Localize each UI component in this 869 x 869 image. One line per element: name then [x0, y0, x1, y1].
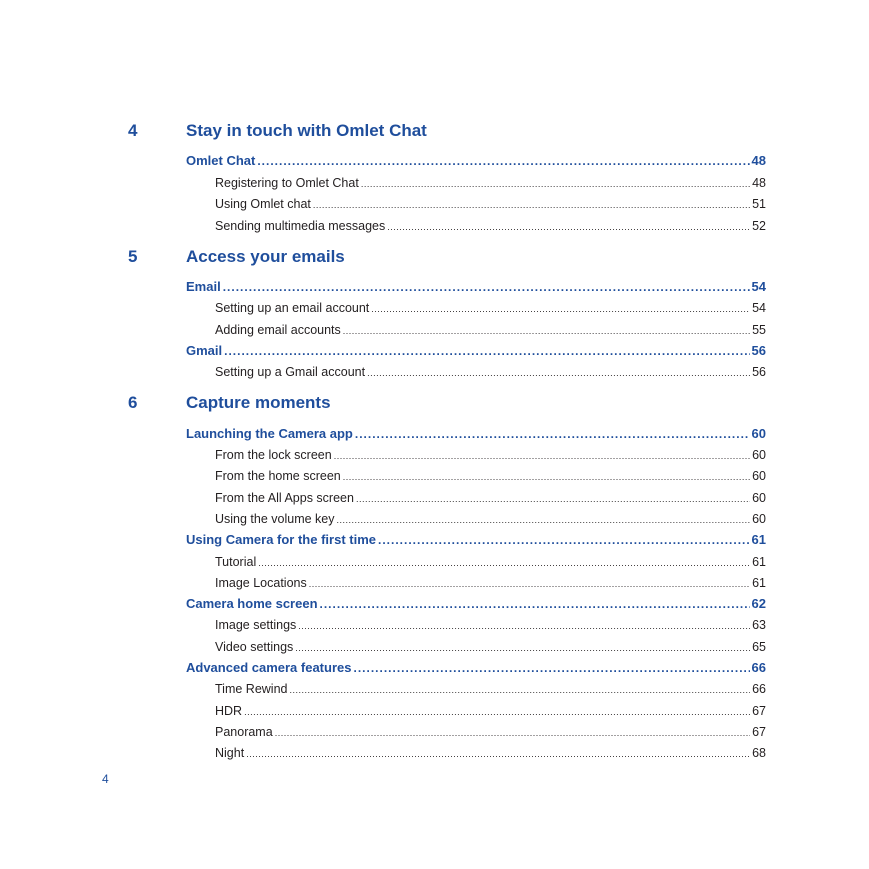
footer-page-number: 4	[102, 772, 109, 786]
toc-subsection[interactable]	[215, 511, 766, 527]
dot-leader	[295, 640, 750, 656]
toc-subsection-title: Night	[215, 746, 245, 760]
toc-subsection-title: Image settings	[215, 618, 297, 632]
toc-subsection-title: Registering to Omlet Chat	[215, 176, 359, 190]
toc-subsection[interactable]	[215, 575, 766, 591]
toc-subsection[interactable]	[215, 724, 766, 740]
dot-leader	[244, 704, 750, 720]
toc-page-number: 67	[752, 725, 766, 739]
toc-subsection[interactable]	[215, 300, 766, 316]
toc-page-number: 60	[752, 512, 766, 526]
dot-leader	[367, 365, 750, 381]
toc-page-number: 55	[752, 323, 766, 337]
dot-leader	[246, 746, 750, 762]
dot-leader	[298, 618, 750, 634]
chapter-title[interactable]: Stay in touch with Omlet Chat	[186, 121, 427, 140]
toc-page-number: 52	[752, 219, 766, 233]
toc-page-number: 54	[751, 279, 766, 294]
chapter-title[interactable]: Access your emails	[186, 247, 345, 266]
dot-leader	[320, 596, 750, 612]
toc-section[interactable]	[186, 596, 766, 612]
dot-leader	[334, 448, 750, 464]
toc-page-number: 68	[752, 746, 766, 760]
toc-section[interactable]	[186, 426, 766, 442]
toc-page-number: 61	[751, 532, 766, 547]
dot-leader	[313, 197, 750, 213]
dot-leader	[309, 576, 750, 592]
toc-subsection[interactable]	[215, 745, 766, 761]
toc-page-number: 67	[752, 704, 766, 718]
toc-page-number: 66	[752, 682, 766, 696]
chapter-number: 5	[128, 247, 138, 266]
toc-subsection-title: Setting up a Gmail account	[215, 365, 366, 379]
toc-subsection[interactable]	[215, 639, 766, 655]
toc-subsection[interactable]	[215, 468, 766, 484]
dot-leader	[337, 512, 751, 528]
toc-section-title: Launching the Camera app	[186, 426, 353, 441]
chapter-title[interactable]: Capture moments	[186, 393, 331, 412]
toc-section[interactable]	[186, 279, 766, 295]
dot-leader	[224, 343, 749, 359]
dot-leader	[371, 301, 750, 317]
toc-page-number: 65	[752, 640, 766, 654]
dot-leader	[378, 532, 750, 548]
toc-section-title: Gmail	[186, 343, 223, 358]
toc-section-title: Email	[186, 279, 221, 294]
toc-subsection[interactable]	[215, 617, 766, 633]
chapter-number: 6	[128, 393, 138, 412]
toc-section[interactable]	[186, 532, 766, 548]
toc-subsection-title: Tutorial	[215, 555, 257, 569]
toc-subsection[interactable]	[215, 703, 766, 719]
dot-leader	[343, 323, 750, 339]
toc-subsection-title: Using Omlet chat	[215, 197, 311, 211]
toc-section[interactable]	[186, 343, 766, 359]
dot-leader	[361, 176, 750, 192]
toc-subsection-title: Adding email accounts	[215, 323, 341, 337]
dot-leader	[355, 426, 750, 442]
toc-subsection-title: Sending multimedia messages	[215, 219, 386, 233]
dot-leader	[257, 153, 749, 169]
toc-section-title: Advanced camera features	[186, 660, 352, 675]
dot-leader	[258, 555, 750, 571]
toc-page-number: 51	[752, 197, 766, 211]
toc-section[interactable]	[186, 153, 766, 169]
toc-page-number: 61	[752, 576, 766, 590]
toc-subsection-title: Video settings	[215, 640, 294, 654]
toc-page-number: 48	[752, 176, 766, 190]
toc-subsection-title: From the home screen	[215, 469, 341, 483]
toc-page-number: 61	[752, 555, 766, 569]
toc-page-number: 60	[752, 491, 766, 505]
toc-page-number: 60	[752, 469, 766, 483]
toc-subsection-title: From the lock screen	[215, 448, 332, 462]
toc-page-number: 62	[751, 596, 766, 611]
toc-subsection[interactable]	[215, 364, 766, 380]
dot-leader	[289, 682, 750, 698]
toc-subsection[interactable]	[215, 196, 766, 212]
dot-leader	[356, 491, 750, 507]
toc-page-number: 63	[752, 618, 766, 632]
toc-page-number: 54	[752, 301, 766, 315]
toc-subsection[interactable]	[215, 490, 766, 506]
toc-section[interactable]	[186, 660, 766, 676]
toc-page-number: 60	[751, 426, 766, 441]
dot-leader	[223, 279, 750, 295]
toc-subsection[interactable]	[215, 681, 766, 697]
chapter-number: 4	[128, 121, 138, 140]
toc-page-number: 60	[752, 448, 766, 462]
dot-leader	[343, 469, 750, 485]
toc-subsection-title: From the All Apps screen	[215, 491, 354, 505]
toc-page-number: 48	[751, 153, 766, 168]
toc-subsection-title: HDR	[215, 704, 243, 718]
toc-page-number: 56	[752, 365, 766, 379]
dot-leader	[275, 725, 750, 741]
toc-subsection-title: Time Rewind	[215, 682, 288, 696]
toc-subsection-title: Panorama	[215, 725, 273, 739]
toc-subsection[interactable]	[215, 218, 766, 234]
dot-leader	[387, 219, 750, 235]
toc-page-number: 56	[751, 343, 766, 358]
dot-leader	[353, 660, 749, 676]
toc-subsection[interactable]	[215, 447, 766, 463]
toc-subsection[interactable]	[215, 554, 766, 570]
toc-subsection-title: Image Locations	[215, 576, 307, 590]
toc-subsection-title: Using the volume key	[215, 512, 335, 526]
toc-subsection[interactable]	[215, 322, 766, 338]
toc-section-title: Camera home screen	[186, 596, 318, 611]
toc-subsection[interactable]	[215, 175, 766, 191]
toc-section-title: Using Camera for the first time	[186, 532, 376, 547]
toc-subsection-title: Setting up an email account	[215, 301, 370, 315]
toc-section-title: Omlet Chat	[186, 153, 256, 168]
toc-page-number: 66	[751, 660, 766, 675]
